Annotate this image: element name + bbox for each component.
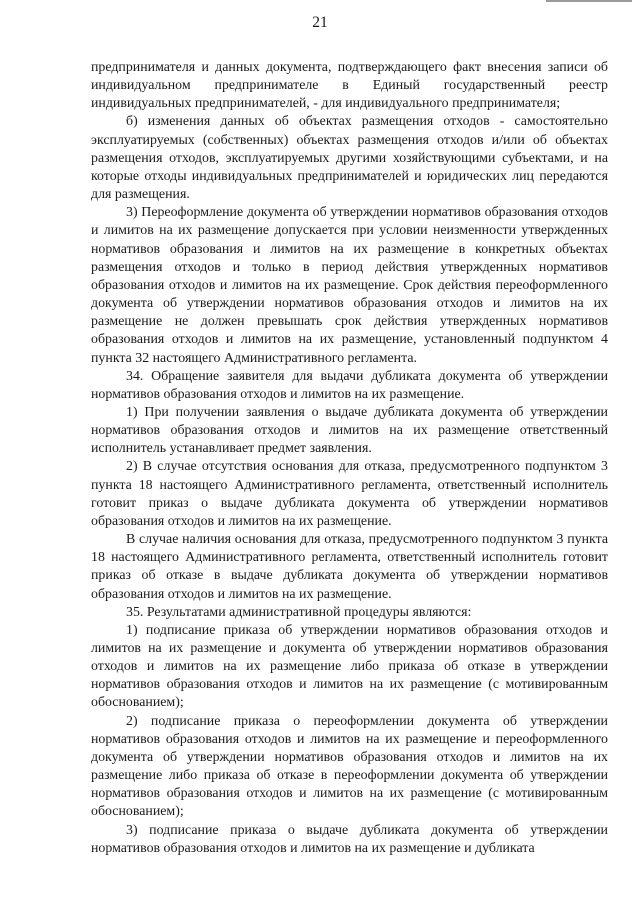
paragraph-34-refusal: В случае наличия основания для отказа, предусмотренного подпунктом 3 пункта 18 настоящего Административного регламента, ответственный исполнитель готовит приказ об отказе в выдаче дубликата документа об утверждении нормативов образования отходов и лимитов на их размещение. xyxy=(91,532,608,602)
paragraph-35-item-1: 1) подписание приказа об утверждении нормативов образования отходов и лимитов на их размещение и документа об утверждении нормативов образования отходов и лимитов на их размещение либо приказа об отказе в утверждении нормативов образования отходов и лимитов на их размещение (с мотивированным обоснованием); xyxy=(91,622,608,711)
paragraph-35-item-3: 3) подписание приказа о выдаче дубликата документа об утверждении нормативов образования отходов и лимитов на их размещение и дубликата xyxy=(91,822,608,856)
paragraph-35-item-2: 2) подписание приказа о переоформлении документа об утверждении нормативов образования отходов и лимитов на их размещение и переоформленного документа об утверждении нормативов образования отходов и лимитов на их размещение либо приказа об отказе в переоформлении документа об утверждении нормативов образования отходов и лимитов на их размещение (с мотивированным обоснованием); xyxy=(91,713,608,820)
paragraph-section-34: 34. Обращение заявителя для выдачи дубликата документа об утверждении нормативов образования отходов и лимитов на их размещение. xyxy=(91,368,608,402)
paragraph-item-b: б) изменения данных об объектах размещения отходов - самостоятельно эксплуатируемых (собственных) объектах размещения отходов и/или об объектах размещения отходов, эксплуатируемых другими хозяйствующими субъектами, и на которые отходы индивидуальных предпринимателей и юридических лиц передаются для размещения. xyxy=(91,114,608,203)
paragraph-section-35: 35. Результатами административной процедуры являются: xyxy=(126,604,472,620)
scan-edge-mark xyxy=(546,0,632,2)
paragraph-34-item-2: 2) В случае отсутствия основания для отказа, предусмотренного подпунктом 3 пункта 18 настоящего Административного регламента, ответственный исполнитель готовит приказ о выдаче дубликата документа об утверждении нормативов образования отходов и лимитов на их размещение. xyxy=(91,459,608,529)
paragraph-34-item-1: 1) При получении заявления о выдаче дубликата документа об утверждении нормативов образования отходов и лимитов на их размещение ответственный исполнитель устанавливает предмет заявления. xyxy=(91,404,608,457)
page-number: 21 xyxy=(312,14,328,31)
paragraph-continuation: предпринимателя и данных документа, подтверждающего факт внесения записи об индивидуальном предпринимателе в Единый государственный реестр индивидуальных предпринимателей, - для индивидуального предпринимателя; xyxy=(91,60,608,112)
document-body xyxy=(91,59,608,858)
paragraph-item-3-reissue: 3) Переоформление документа об утверждении нормативов образования отходов и лимитов на их размещение допускается при условии неизменности утвержденных нормативов образования и лимитов на их размещение в конкретных объектах размещения отходов и только в период действия утвержденных нормативов образования отходов и лимитов на их размещение. Срок действия переоформленного документа об утверждении нормативов образования отходов и лимитов на их размещение не должен превышать срок действия утвержденных нормативов образования отходов и лимитов на их размещение, установленный подпунктом 4 пункта 32 настоящего Административного регламента. xyxy=(91,205,608,366)
